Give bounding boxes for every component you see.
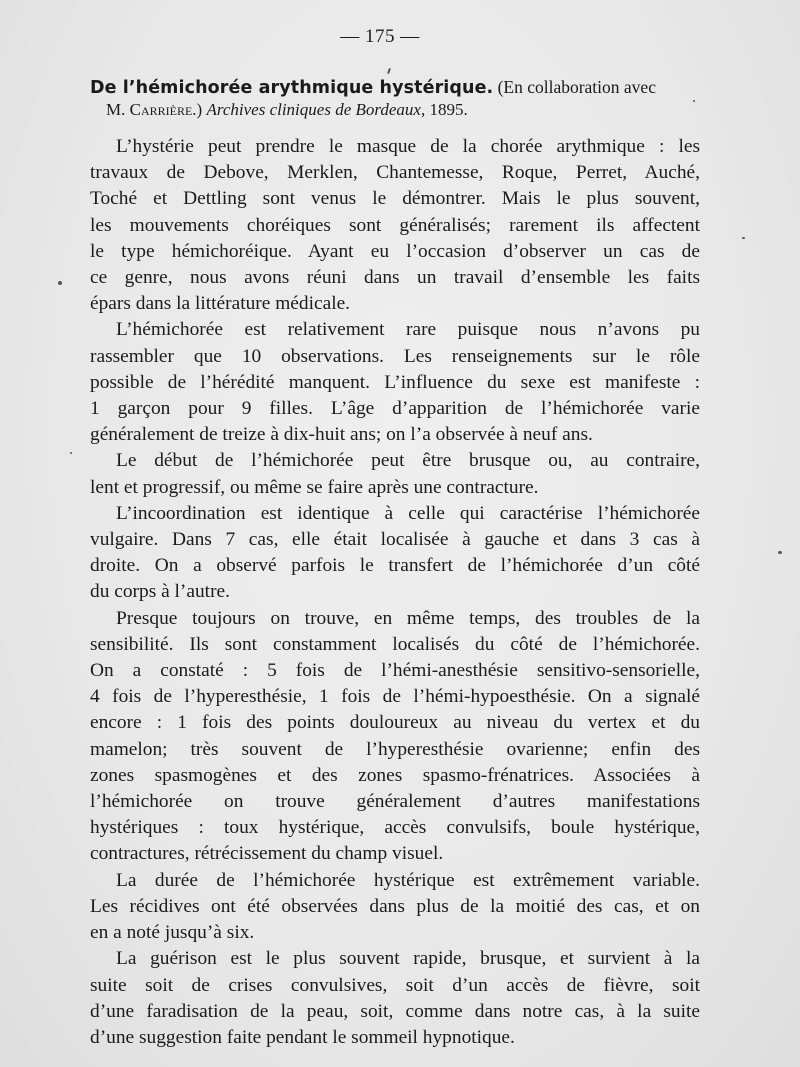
scan-speck: [70, 452, 72, 454]
scan-speck: [742, 237, 745, 239]
article-body: [90, 134, 700, 1051]
text-line: L’hémichorée est relativement rare puisque nous n’avons pu: [116, 319, 700, 341]
collaboration-note: (En collaboration avec: [497, 77, 656, 97]
text-line: La durée de l’hémichorée hystérique est extrêmement variable.: [116, 869, 700, 891]
article-header: [90, 77, 690, 120]
text-line: l’hémichorée on trouve généralement d’autres manifestations: [90, 791, 700, 813]
paragraph: [90, 868, 700, 947]
text-line: lent et progressif, ou même se faire après une contracture.: [90, 476, 539, 498]
text-line: Le début de l’hémichorée peut être brusque ou, au contraire,: [116, 450, 700, 472]
scan-speck: [387, 68, 391, 74]
text-line: hystériques : toux hystérique, accès convulsifs, boule hystérique,: [90, 817, 700, 839]
text-line: vulgaire. Dans 7 cas, elle était localisée à gauche et dans 3 cas à: [90, 529, 700, 551]
journal-name: Archives cliniques de Bordeaux,: [206, 100, 426, 119]
text-line: On a constaté : 5 fois de l’hémi-anesthésie sensitivo-sensorielle,: [90, 660, 700, 682]
text-line: épars dans la littérature médicale.: [90, 293, 351, 315]
text-line: La guérison est le plus souvent rapide, brusque, et survient à la: [116, 948, 700, 970]
scan-speck: [58, 281, 62, 285]
header-line-1: [90, 77, 690, 99]
paragraph: [90, 946, 700, 1051]
text-line: possible de l’hérédité manquent. L’influence du sexe est manifeste :: [90, 371, 700, 393]
text-line: mamelon; très souvent de l’hyperesthésie ovarienne; enfin des: [90, 738, 700, 760]
text-line: Presque toujours on trouve, en même temps, des troubles de la: [116, 607, 700, 629]
header-line-2: [90, 99, 690, 120]
paragraph: [90, 606, 700, 868]
text-line: 1 garçon pour 9 filles. L’âge d’apparition de l’hémichorée varie: [90, 398, 700, 420]
text-line: sensibilité. Ils sont constamment localisés du côté de l’hémichorée.: [90, 633, 700, 655]
text-line: généralement de treize à dix-huit ans; on l’a observée à neuf ans.: [90, 424, 593, 446]
paragraph: [90, 134, 700, 317]
text-line: droite. On a observé parfois le transfert de l’hémichorée d’un côté: [90, 555, 700, 577]
text-line: rassembler que 10 observations. Les renseignements sur le rôle: [90, 345, 700, 367]
publication-year: 1895.: [429, 100, 468, 119]
text-line: L’hystérie peut prendre le masque de la chorée arythmique : les: [116, 136, 700, 157]
paragraph: [90, 448, 700, 500]
text-line: 4 fois de l’hyperesthésie, 1 fois de l’hémi-hypoesthésie. On a signalé: [90, 686, 700, 708]
text-line: d’une suggestion faite pendant le sommeil hypnotique.: [90, 1026, 515, 1048]
text-line: contractures, rétrécissement du champ visuel.: [90, 843, 444, 865]
text-line: Toché et Dettling sont venus le démontrer. Mais le plus souvent,: [90, 188, 700, 210]
text-line: travaux de Debove, Merklen, Chantemesse, Roque, Perret, Auché,: [90, 162, 700, 184]
text-line: les mouvements choréiques sont généralisés; rarement ils affectent: [90, 214, 700, 236]
text-line: d’une faradisation de la peau, soit, comme dans notre cas, à la suite: [90, 1000, 700, 1022]
paragraph: [90, 317, 700, 448]
author-prefix: M.: [106, 100, 126, 119]
text-line: zones spasmogènes et des zones spasmo-frénatrices. Associées à: [90, 764, 700, 786]
text-line: suite soit de crises convulsives, soit d’un accès de fièvre, soit: [90, 974, 700, 996]
text-line: le type hémichoréique. Ayant eu l’occasion d’observer un cas de: [90, 240, 700, 262]
scan-speck: [778, 551, 782, 554]
text-line: Les récidives ont été observées dans plus de la moitié des cas, et on: [90, 895, 700, 917]
author-name: Carrière.): [129, 100, 203, 119]
text-line: ce genre, nous avons réuni dans un travail d’ensemble les faits: [90, 267, 700, 289]
paragraph: [90, 501, 700, 606]
scan-speck: [693, 100, 695, 102]
text-line: du corps à l’autre.: [90, 581, 230, 603]
text-line: encore : 1 fois des points douloureux au niveau du vertex et du: [90, 712, 700, 734]
page-number: — 175 —: [340, 26, 420, 47]
text-line: L’incoordination est identique à celle qui caractérise l’hémichorée: [116, 502, 700, 524]
article-title: De l’hémichorée arythmique hystérique.: [90, 78, 494, 98]
text-line: en a noté jusqu’à six.: [90, 922, 255, 944]
